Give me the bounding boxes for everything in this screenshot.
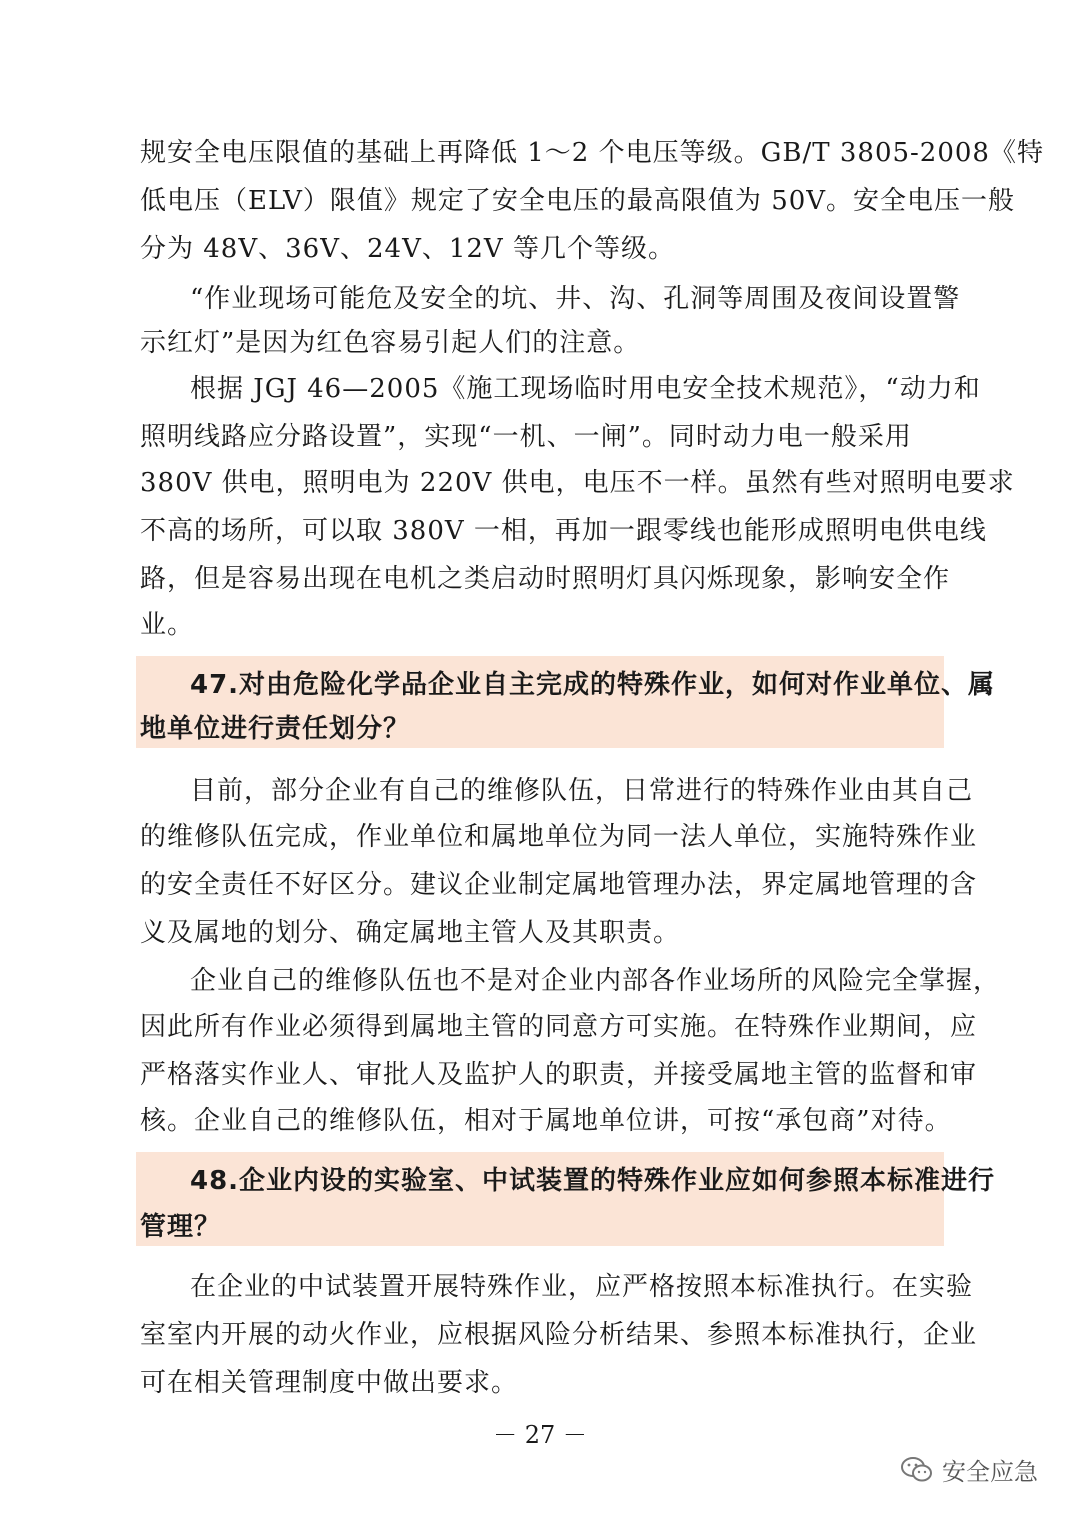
question-47-title: 地单位进行责任划分？ <box>140 714 411 744</box>
paragraph-line: “作业现场可能危及安全的坑、井、沟、孔洞等周围及夜间设置警 <box>190 284 961 314</box>
watermark-text: 安全应急 <box>942 1458 1038 1486</box>
paragraph-line: 业。 <box>140 610 195 640</box>
paragraph-line: 根据 JGJ 46—2005《施工现场临时用电安全技术规范》，“动力和 <box>190 374 981 404</box>
answer-line: 企业自己的维修队伍也不是对企业内部各作业场所的风险完全掌握， <box>190 966 1001 996</box>
wechat-watermark <box>900 1452 1038 1487</box>
paragraph-line: 不高的场所，可以取 380V 一相，再加一跟零线也能形成照明电供电线 <box>140 516 987 546</box>
answer-line: 因此所有作业必须得到属地主管的同意方可实施。在特殊作业期间，应 <box>140 1012 978 1042</box>
paragraph-line: 照明线路应分路设置”，实现“一机、一闸”。同时动力电一般采用 <box>140 422 912 452</box>
answer-line: 的安全责任不好区分。建议企业制定属地管理办法，界定属地管理的含 <box>140 870 978 900</box>
wechat-icon <box>900 1455 934 1485</box>
paragraph-line: 示红灯”是因为红色容易引起人们的注意。 <box>140 328 641 358</box>
paragraph-line: 路，但是容易出现在电机之类启动时照明灯具闪烁现象，影响安全作 <box>140 564 951 594</box>
answer-line: 核。企业自己的维修队伍，相对于属地单位讲，可按“承包商”对待。 <box>140 1106 952 1136</box>
paragraph-line: 低电压（ELV）限值》规定了安全电压的最高限值为 50V。安全电压一般 <box>140 186 1016 216</box>
question-48-title: 48.企业内设的实验室、中试装置的特殊作业应如何参照本标准进行 <box>190 1166 996 1196</box>
paragraph-line: 规安全电压限值的基础上再降低 1～2 个电压等级。GB/T 3805-2008《特 <box>140 138 1044 168</box>
question-47-title: 47.对由危险化学品企业自主完成的特殊作业，如何对作业单位、属 <box>190 670 996 700</box>
answer-line: 目前，部分企业有自己的维修队伍，日常进行的特殊作业由其自己 <box>190 776 974 806</box>
answer-line: 在企业的中试装置开展特殊作业，应严格按照本标准执行。在实验 <box>190 1272 974 1302</box>
question-48-title: 管理？ <box>140 1212 222 1242</box>
answer-line: 的维修队伍完成，作业单位和属地单位为同一法人单位，实施特殊作业 <box>140 822 978 852</box>
page-number: － 27 － <box>493 1421 587 1449</box>
answer-line: 室室内开展的动火作业，应根据风险分析结果、参照本标准执行，企业 <box>140 1320 978 1350</box>
answer-line: 严格落实作业人、审批人及监护人的职责，并接受属地主管的监督和审 <box>140 1060 978 1090</box>
answer-line: 可在相关管理制度中做出要求。 <box>140 1368 519 1398</box>
answer-line: 义及属地的划分、确定属地主管人及其职责。 <box>140 918 681 948</box>
paragraph-line: 380V 供电，照明电为 220V 供电，电压不一样。虽然有些对照明电要求 <box>140 468 1015 498</box>
paragraph-line: 分为 48V、36V、24V、12V 等几个等级。 <box>140 234 675 264</box>
